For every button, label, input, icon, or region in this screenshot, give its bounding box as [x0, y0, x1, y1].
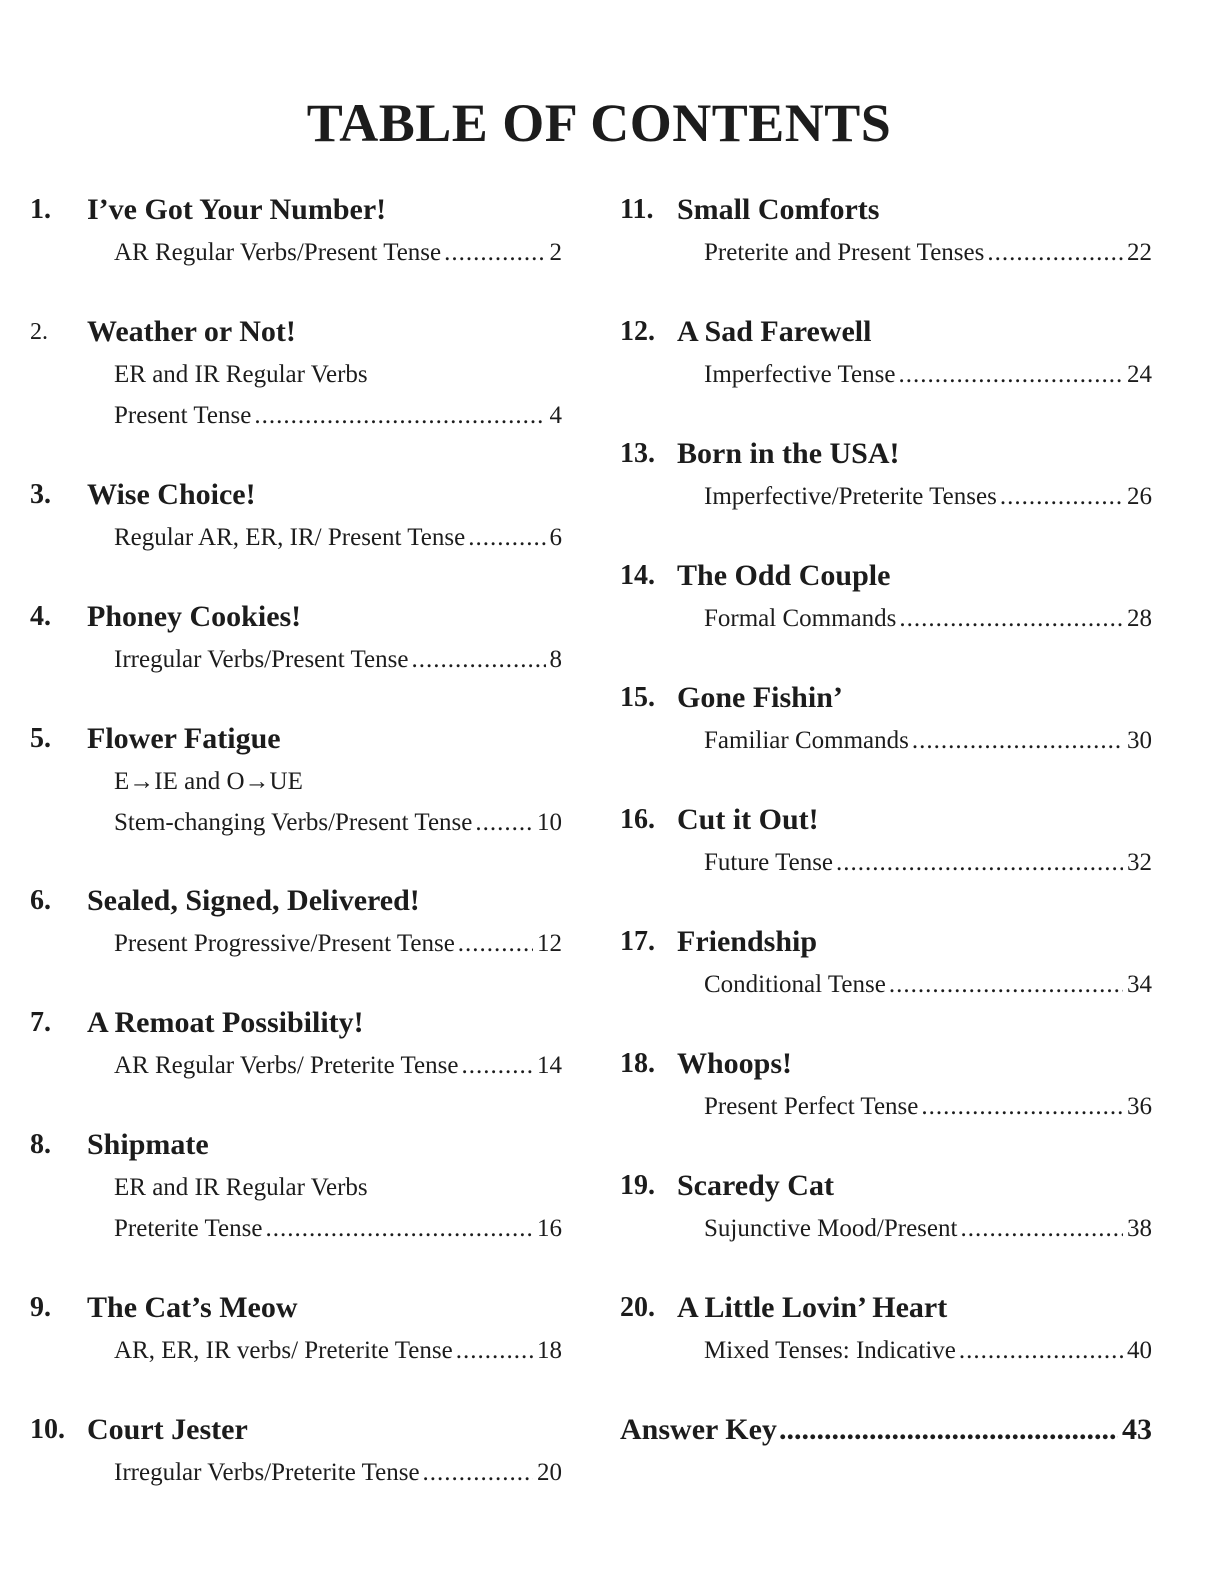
dot-leader [475, 809, 533, 837]
subline-text: Regular AR, ER, IR/ Present Tense [114, 523, 466, 551]
page-number: 34 [1127, 970, 1152, 998]
entry-title: A Remoat Possibility! [87, 1006, 364, 1039]
entry-number: 2. [30, 318, 48, 345]
subline-text: Imperfective Tense [704, 360, 896, 388]
answer-key-label: Answer Key [620, 1413, 777, 1446]
subline-text: Present Tense [114, 401, 252, 429]
entry-title: Shipmate [87, 1128, 209, 1161]
toc-entry-1[interactable] [30, 188, 562, 273]
dot-leader [959, 1337, 1123, 1365]
entry-number: 7. [30, 1007, 51, 1038]
entry-subline [30, 1045, 562, 1086]
entry-subline [30, 1330, 562, 1371]
subline-text: Irregular Verbs/Present Tense [114, 645, 409, 673]
subline-text: E→IE and O→UE [114, 767, 303, 795]
page-number: 14 [537, 1051, 562, 1079]
entry-title: The Cat’s Meow [87, 1291, 298, 1324]
entry-number: 15. [620, 682, 655, 713]
entry-subline [30, 354, 562, 395]
subline-text: AR Regular Verbs/ Preterite Tense [114, 1051, 459, 1079]
dot-leader [960, 1215, 1123, 1243]
entry-subline [30, 802, 562, 843]
page-number: 30 [1127, 726, 1152, 754]
subline-text: Preterite and Present Tenses [704, 238, 985, 266]
dot-leader [889, 971, 1123, 999]
subline-text: Future Tense [704, 848, 834, 876]
page-number: 24 [1127, 360, 1152, 388]
dot-leader [987, 239, 1123, 267]
answer-key-page: 43 [1122, 1413, 1152, 1446]
subline-text: Sujunctive Mood/Present [704, 1214, 958, 1242]
toc-entry-5[interactable] [30, 717, 562, 843]
entry-number: 1. [30, 194, 51, 225]
entry-number: 18. [620, 1048, 655, 1079]
subline-text: Conditional Tense [704, 970, 886, 998]
entry-number: 16. [620, 804, 655, 835]
toc-entry-14[interactable] [620, 554, 1152, 639]
subline-text: Stem-changing Verbs/Present Tense [114, 808, 473, 836]
page-number: 36 [1127, 1092, 1152, 1120]
dot-leader [444, 239, 545, 267]
page-number: 38 [1127, 1214, 1152, 1242]
dot-leader [779, 1413, 1118, 1447]
toc-entry-19[interactable] [620, 1164, 1152, 1249]
dot-leader [898, 361, 1123, 389]
dot-leader [899, 605, 1123, 633]
dot-leader [921, 1093, 1123, 1121]
entry-title: Gone Fishin’ [677, 681, 843, 714]
entry-subline [620, 1208, 1152, 1249]
entry-title: Scaredy Cat [677, 1169, 834, 1202]
entry-subline [620, 1330, 1152, 1371]
entry-number: 12. [620, 316, 655, 347]
dot-leader [461, 1052, 533, 1080]
subline-text: Irregular Verbs/Preterite Tense [114, 1458, 420, 1486]
entry-subline [620, 598, 1152, 639]
toc-entry-15[interactable] [620, 676, 1152, 761]
page-number: 28 [1127, 604, 1152, 632]
entry-subline [620, 232, 1152, 273]
toc-entry-17[interactable] [620, 920, 1152, 1005]
toc-entry-7[interactable] [30, 1001, 562, 1086]
subline-text: Present Progressive/Present Tense [114, 929, 455, 957]
dot-leader [254, 402, 545, 430]
entry-subline [30, 923, 562, 964]
toc-entry-4[interactable] [30, 595, 562, 680]
entry-number: 6. [30, 885, 51, 916]
entry-number: 20. [620, 1292, 655, 1323]
page-number: 22 [1127, 238, 1152, 266]
entry-number: 8. [30, 1129, 51, 1160]
toc-entry-2[interactable] [30, 310, 562, 436]
entry-title: Wise Choice! [87, 478, 256, 511]
page-number: 32 [1127, 848, 1152, 876]
page-number: 10 [537, 808, 562, 836]
subline-text: Mixed Tenses: Indicative [704, 1336, 956, 1364]
entry-number: 9. [30, 1292, 51, 1323]
entry-subline [620, 964, 1152, 1005]
page-number: 12 [537, 929, 562, 957]
entry-title: A Sad Farewell [677, 315, 872, 348]
entry-number: 3. [30, 479, 51, 510]
dot-leader [411, 646, 545, 674]
toc-entry-10[interactable] [30, 1408, 562, 1493]
page-number: 8 [549, 645, 562, 673]
toc-entry-18[interactable] [620, 1042, 1152, 1127]
toc-entry-8[interactable] [30, 1123, 562, 1249]
dot-leader [468, 524, 545, 552]
dot-leader [912, 727, 1123, 755]
page-number: 18 [537, 1336, 562, 1364]
subline-text: ER and IR Regular Verbs [114, 1173, 368, 1201]
entry-number: 11. [620, 194, 654, 225]
entry-subline [620, 842, 1152, 883]
entry-number: 4. [30, 601, 51, 632]
entry-title: Phoney Cookies! [87, 600, 302, 633]
entry-number: 14. [620, 560, 655, 591]
entry-number: 17. [620, 926, 655, 957]
subline-text: Imperfective/Preterite Tenses [704, 482, 997, 510]
toc-entry-16[interactable] [620, 798, 1152, 883]
page-number: 40 [1127, 1336, 1152, 1364]
entry-title: I’ve Got Your Number! [87, 193, 387, 226]
entry-subline [620, 476, 1152, 517]
page-number: 16 [537, 1214, 562, 1242]
entry-number: 10. [30, 1414, 65, 1445]
dot-leader [265, 1215, 533, 1243]
page-number: 26 [1127, 482, 1152, 510]
page-title: TABLE OF CONTENTS [306, 93, 892, 153]
entry-title: A Little Lovin’ Heart [677, 1291, 948, 1324]
entry-subline [30, 395, 562, 436]
subline-text: Preterite Tense [114, 1214, 263, 1242]
toc-entry-11[interactable] [620, 188, 1152, 273]
dot-leader [458, 930, 533, 958]
entry-title: Small Comforts [677, 193, 880, 226]
entry-title: Weather or Not! [87, 315, 296, 348]
entry-subline [620, 720, 1152, 761]
toc-entry-20[interactable] [620, 1286, 1152, 1371]
entry-number: 19. [620, 1170, 655, 1201]
entry-title: Friendship [677, 925, 818, 958]
entry-title: Sealed, Signed, Delivered! [87, 884, 420, 917]
entry-subline [30, 232, 562, 273]
entry-title: The Odd Couple [677, 559, 891, 592]
entry-subline [30, 761, 562, 802]
toc-entry-13[interactable] [620, 432, 1152, 517]
entry-subline [30, 1452, 562, 1493]
entry-title: Court Jester [87, 1413, 248, 1446]
subline-text: AR, ER, IR verbs/ Preterite Tense [114, 1336, 453, 1364]
entry-subline [620, 354, 1152, 395]
subline-text: ER and IR Regular Verbs [114, 360, 368, 388]
toc-entry-3[interactable] [30, 473, 562, 558]
entry-number: 13. [620, 438, 655, 469]
entry-subline [30, 517, 562, 558]
page-number: 6 [549, 523, 562, 551]
toc-entry-answer-key[interactable] [620, 1408, 1152, 1452]
entry-title: Whoops! [677, 1047, 793, 1080]
page-number: 20 [537, 1458, 562, 1486]
toc-entry-12[interactable] [620, 310, 1152, 395]
subline-text: Present Perfect Tense [704, 1092, 919, 1120]
entry-title: Flower Fatigue [87, 722, 281, 755]
dot-leader [456, 1337, 533, 1365]
entry-subline [30, 1167, 562, 1208]
toc-entry-6[interactable] [30, 879, 562, 964]
subline-text: Familiar Commands [704, 726, 909, 754]
entry-subline [30, 1208, 562, 1249]
page-number: 2 [549, 238, 562, 266]
subline-text: AR Regular Verbs/Present Tense [114, 238, 442, 266]
entry-number: 5. [30, 723, 51, 754]
dot-leader [836, 849, 1123, 877]
entry-title: Cut it Out! [677, 803, 819, 836]
toc-entry-9[interactable] [30, 1286, 562, 1371]
entry-title: Born in the USA! [677, 437, 900, 470]
entry-subline [30, 639, 562, 680]
entry-subline [620, 1086, 1152, 1127]
dot-leader [1000, 483, 1123, 511]
subline-text: Formal Commands [704, 604, 897, 632]
page-number: 4 [549, 401, 562, 429]
dot-leader [423, 1459, 533, 1487]
